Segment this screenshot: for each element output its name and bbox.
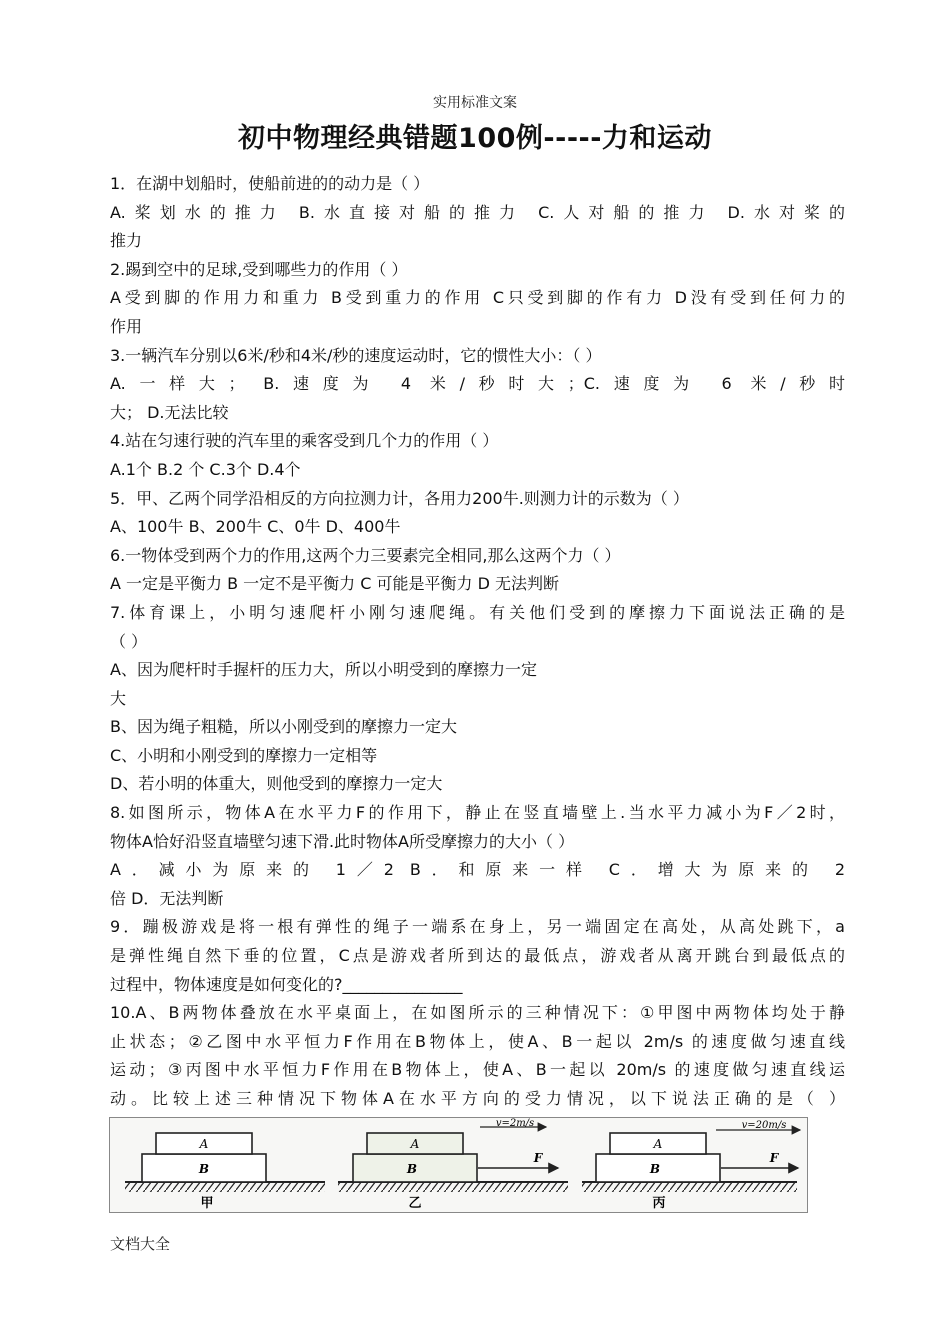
q3-options-cont: 大； D.无法比较 [110,402,229,422]
q5-options: A、100牛 B、200牛 C、0牛 D、400牛 [110,517,401,537]
q5-stem: 5．甲、乙两个同学沿相反的方向拉测力计，各用力200牛.则测力计的示数为（ ） [110,488,689,508]
panel-caption: 乙 [408,1196,422,1211]
q9-stem-end: 过程中，物体速度是如何变化的?_______________ [110,974,463,994]
q4-options: A.1个 B.2 个 C.3个 D.4个 [110,459,301,479]
q9-stem-cont: 是弹性绳自然下垂的位置，C点是游戏者所到达的最低点，游戏者从离开跳台到最低点的 [110,946,845,966]
page-footer: 文档大全 [110,1235,171,1253]
ground-hatch [338,1183,568,1192]
q6-options: A 一定是平衡力 B 一定不是平衡力 C 可能是平衡力 D 无法判断 [110,574,560,594]
q2-stem: 2.踢到空中的足球,受到哪些力的作用（ ） [110,259,408,279]
page-header: 实用标准文案 [433,95,517,111]
block-a-label: A [410,1137,420,1151]
q3-options: A.一样大； B.速度为 4 米/秒时大；C.速度为 6 米/秒时 [110,374,845,394]
force-label: F [533,1151,543,1165]
q7-option-a-cont: 大 [110,688,127,708]
q8-stem: 8.如图所示，物体A在水平力F的作用下，静止在竖直墙壁上.当水平力减小为F／2时， [110,803,845,823]
q10-stem-3: 运动；③丙图中水平恒力F作用在B物体上，使A、B一起以 20m/s 的速度做匀速直线运 [110,1060,845,1080]
block-b-label: B [198,1162,210,1176]
q7-stem: 7.体育课上，小明匀速爬杆小刚匀速爬绳。有关他们受到的摩擦力下面说法正确的是 [110,602,845,622]
q2-options-cont: 作用 [110,316,143,336]
velocity-label: v=2m/s [495,1118,535,1129]
ground-hatch [582,1183,797,1192]
block-b-label: B [406,1162,418,1176]
q3-stem: 3.一辆汽车分别以6米/秒和4米/秒的速度运动时，它的惯性大小：（ ） [110,345,602,365]
block-a-label: A [199,1137,209,1151]
q10-stem-2: 止状态；②乙图中水平恒力F作用在B物体上，使A、B一起以 2m/s 的速度做匀速直线 [110,1031,845,1051]
q10-stem-4: 动。比较上述三种情况下物体A在水平方向的受力情况，以下说法正确的是（ ） [110,1089,845,1108]
q7-option-b: B、因为绳子粗糙，所以小刚受到的摩擦力一定大 [110,717,457,737]
force-label: F [769,1151,779,1165]
q1-options-cont: 推力 [110,231,143,251]
panel-caption: 丙 [652,1196,666,1211]
q7-stem-cont: （ ） [110,631,148,651]
q7-option-a: A、因为爬杆时手握杆的压力大，所以小明受到的摩擦力一定 [110,660,537,680]
q1-stem: 1．在湖中划船时，使船前进的的动力是（ ） [110,174,430,193]
page-title: 初中物理经典错题100例-----力和运动 [238,123,712,154]
q7-option-c: C、小明和小刚受到的摩擦力一定相等 [110,745,378,765]
panel-jia [125,1133,325,1211]
q9-stem: 9．蹦极游戏是将一根有弹性的绳子一端系在身上，另一端固定在高处，从高处跳下，a [110,917,845,937]
velocity-label: v=20m/s [741,1120,787,1131]
q7-option-d: D、若小明的体重大，则他受到的摩擦力一定大 [110,774,443,794]
panel-bing [582,1120,800,1211]
block-b-label: B [649,1162,661,1176]
block-a-label: A [653,1137,663,1151]
q10-stem: 10.A、B两物体叠放在水平桌面上，在如图所示的三种情况下：①甲图中两物体均处于静 [110,1003,845,1023]
panel-caption: 甲 [200,1196,214,1211]
q8-options-cont: 倍 D．无法判断 [110,888,224,908]
panel-yi [338,1118,568,1211]
q8-options: A．减小为原来的 1／2 B．和原来一样 C．增大为原来的 2 [110,860,845,880]
q10-figure [109,1117,808,1213]
q6-stem: 6.一物体受到两个力的作用,这两个力三要素完全相同,那么这两个力（ ） [110,545,621,565]
q10-diagram [110,1118,807,1212]
question-content [110,170,845,1114]
q1-options: A.桨划水的推力 B.水直接对船的推力 C.人对船的推力 D.水对桨的 [110,202,845,222]
ground-hatch [125,1183,325,1192]
q8-stem-cont: 物体A恰好沿竖直墙壁匀速下滑.此时物体A所受摩擦力的大小（ ） [110,831,575,851]
q4-stem: 4.站在匀速行驶的汽车里的乘客受到几个力的作用（ ） [110,431,499,451]
q2-options: A受到脚的作用力和重力 B受到重力的作用 C只受到脚的作有力 D没有受到任何力的 [110,288,845,308]
